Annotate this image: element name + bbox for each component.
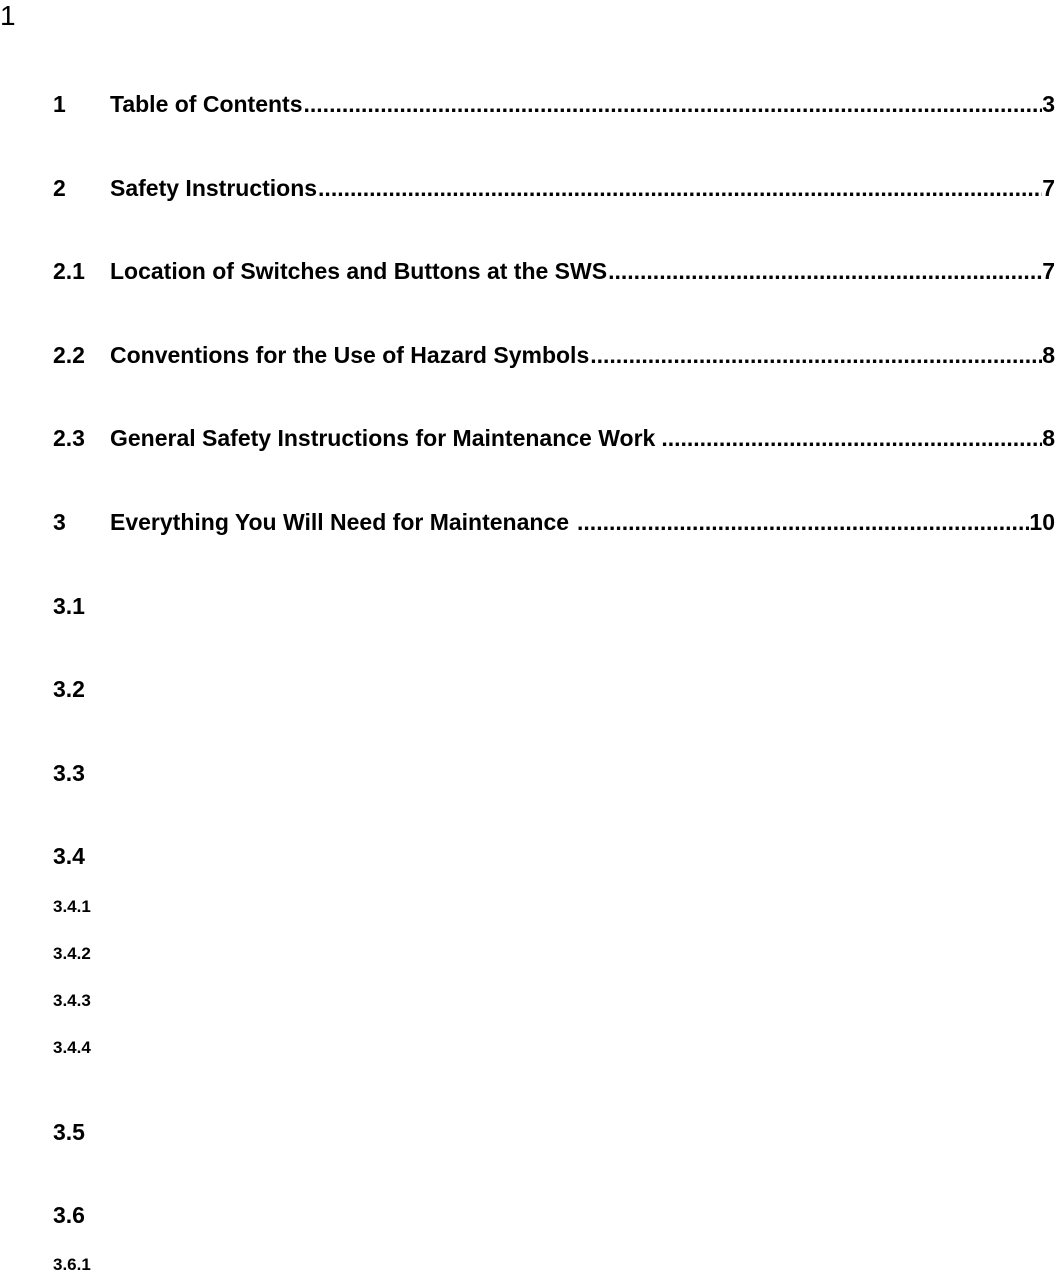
toc-entry-3-1[interactable] [53,593,1055,620]
toc-entry-number: 2.1 [53,258,85,284]
toc-entry-3-4-3[interactable] [53,991,1055,1011]
toc-entry-2-3[interactable] [53,425,1055,452]
dot-leader [304,91,1043,118]
toc-entry-number: 3.4.3 [53,991,91,1010]
toc-entry-3-5[interactable] [53,1119,1055,1146]
toc-entry-number: 3.5 [53,1119,85,1145]
dot-leader [590,342,1042,369]
toc-entry-number: 2.2 [53,342,85,368]
toc-entry-2[interactable] [53,175,1055,202]
toc-entry-title: General Safety Instructions for Maintenance Work [110,425,656,451]
toc-entry-page: 3 [1042,91,1055,117]
toc-entry-3-2[interactable] [53,676,1055,703]
toc-entry-number: 3.4.1 [53,897,91,916]
toc-entry-number: 3.2 [53,676,85,702]
toc-entry-number: 3.6.1 [53,1255,91,1274]
toc-entry-page: 8 [1042,425,1055,451]
toc-entry-title: Conventions for the Use of Hazard Symbols [110,342,590,368]
toc-entry-3[interactable] [53,509,1055,536]
dot-leader [318,175,1042,202]
page-marker: 1 [0,0,16,31]
dot-leader [577,509,1029,536]
toc-entry-3-4-1[interactable] [53,897,1055,917]
toc-entry-2-2[interactable] [53,342,1055,369]
toc-entry-2-1[interactable] [53,258,1055,285]
toc-entry-number: 3.4 [53,843,85,869]
toc-entry-page: 8 [1042,342,1055,368]
toc-entry-3-4-2[interactable] [53,944,1055,964]
toc-entry-title: Table of Contents [110,91,303,117]
toc-entry-3-4[interactable] [53,843,1055,870]
toc-entry-page: 7 [1042,258,1055,284]
toc-entry-number: 3 [53,509,66,535]
toc-entry-1[interactable] [53,91,1055,118]
toc-entry-3-6[interactable] [53,1202,1055,1229]
toc-entry-number: 3.1 [53,593,85,619]
toc-entry-3-3[interactable] [53,760,1055,787]
toc-entry-3-4-4[interactable] [53,1038,1055,1058]
toc-entry-title: Everything You Will Need for Maintenance [110,509,570,535]
toc-entry-number: 3.4.4 [53,1038,91,1057]
toc-entry-page: 10 [1029,509,1055,535]
toc-entry-number: 3.4.2 [53,944,91,963]
toc-entry-number: 3.6 [53,1202,85,1228]
toc-entry-3-6-1[interactable] [53,1255,1055,1275]
toc-entry-number: 3.3 [53,760,85,786]
toc-entry-page: 7 [1042,175,1055,201]
toc-entry-number: 2 [53,175,66,201]
toc-entry-title: Location of Switches and Buttons at the SWS [110,258,608,284]
dot-leader [661,425,1042,452]
toc-entry-title: Safety Instructions [110,175,318,201]
toc-entry-number: 1 [53,91,66,117]
toc-entry-number: 2.3 [53,425,85,451]
dot-leader [608,258,1042,285]
